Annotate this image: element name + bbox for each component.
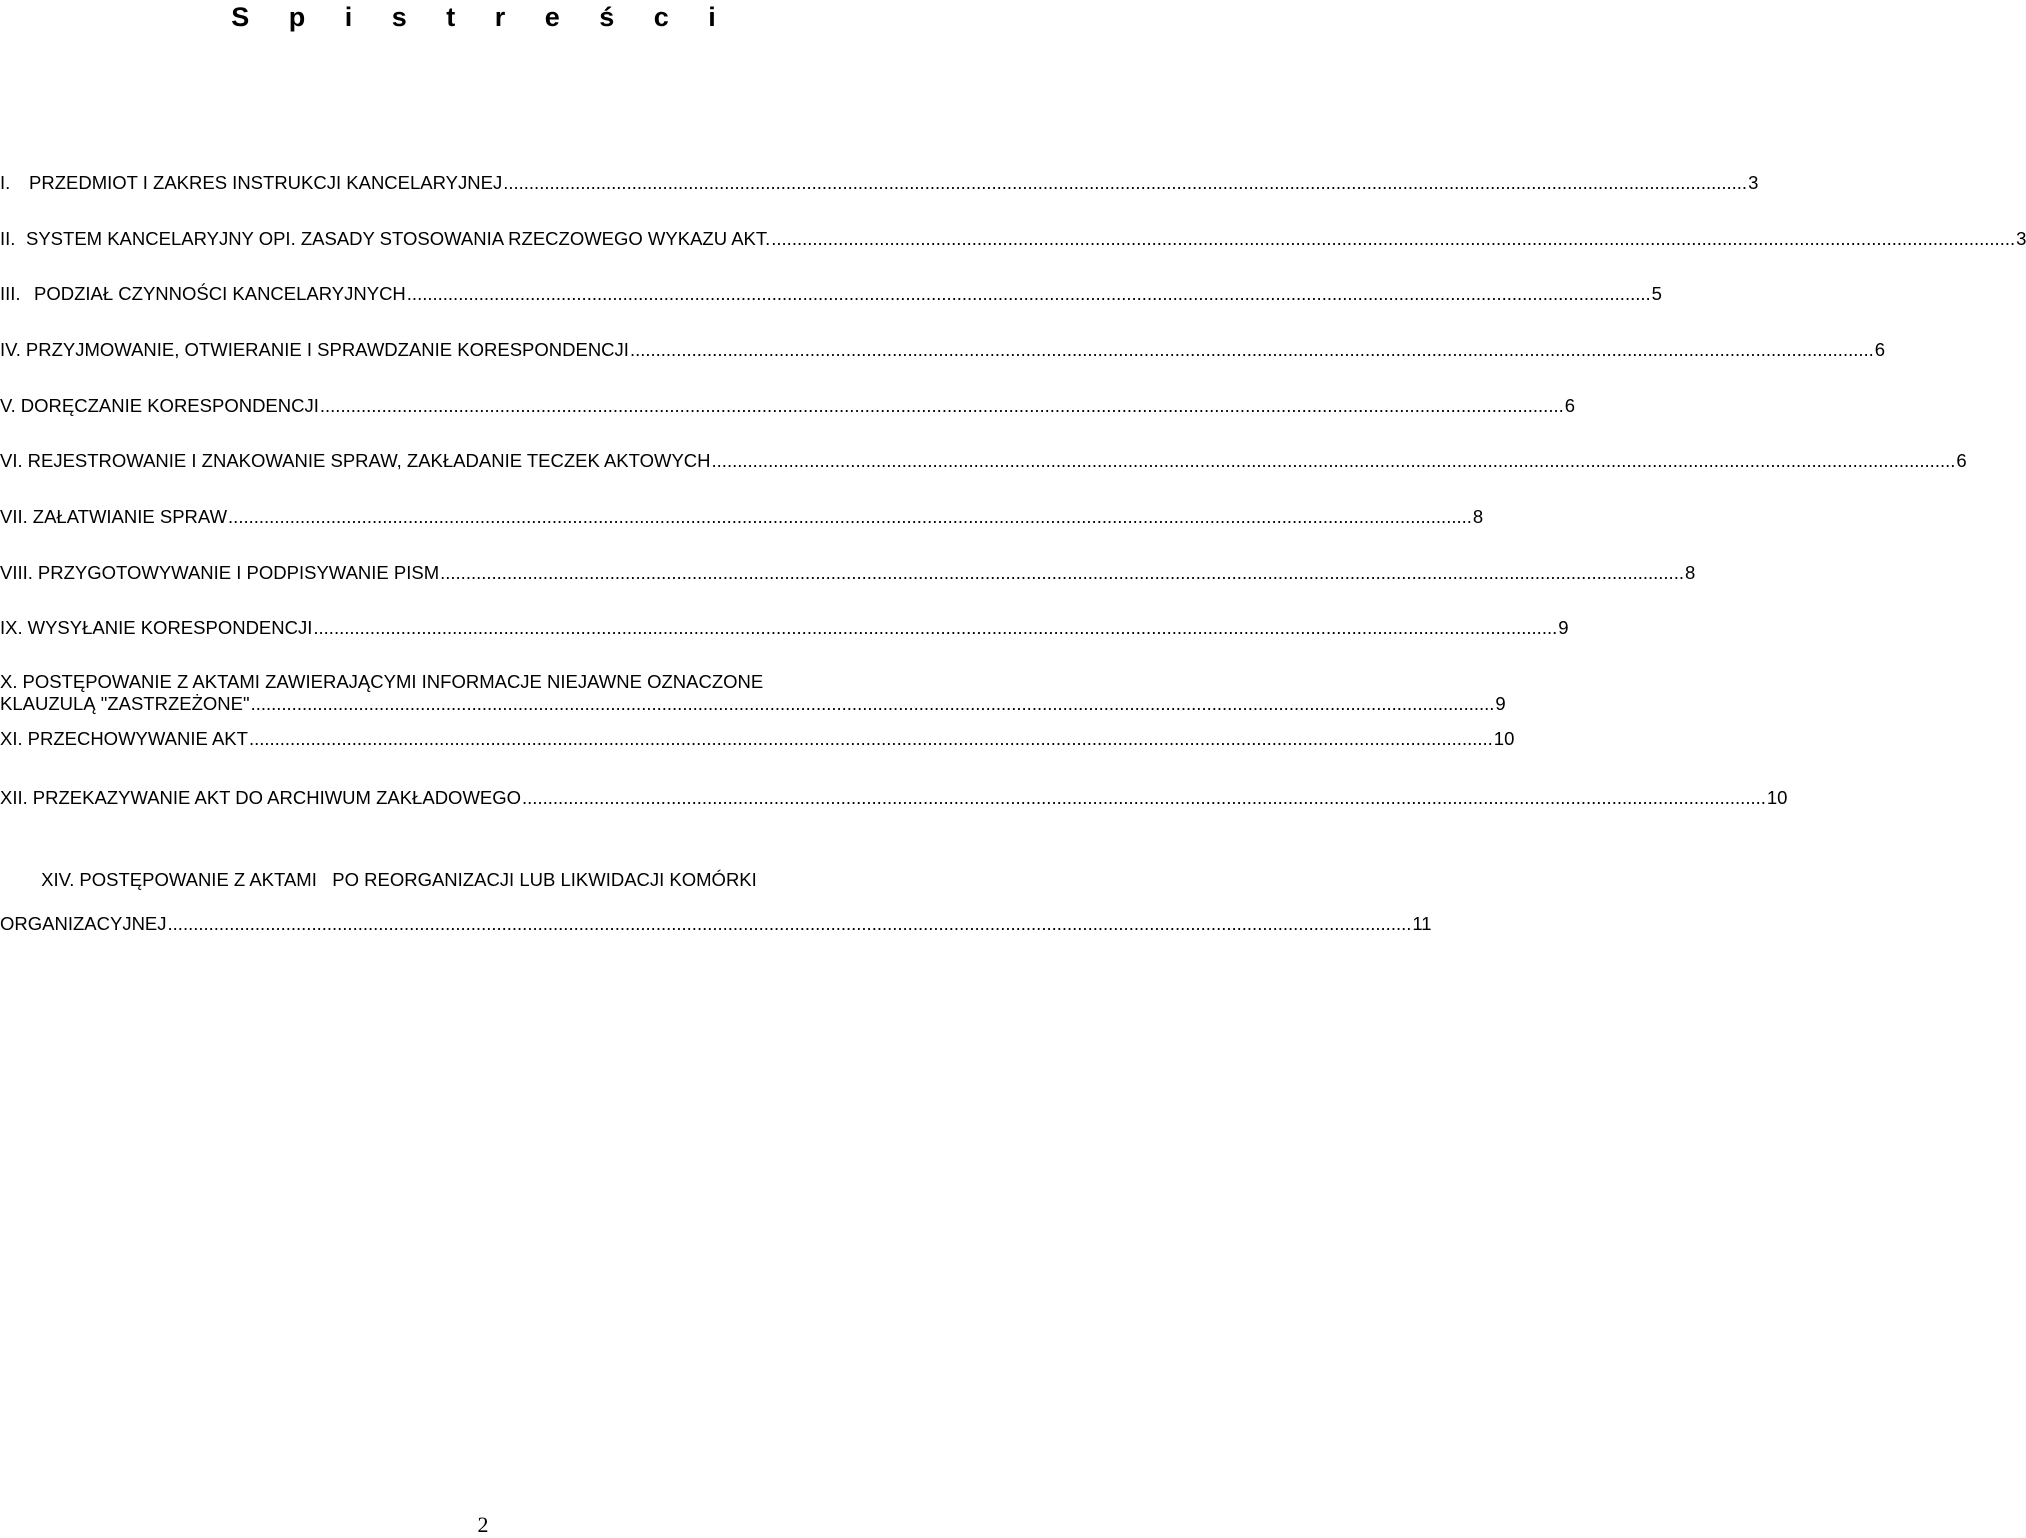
toc-entry-label: DORĘCZANIE KORESPONDENCJI [20, 395, 319, 416]
toc-entry-number: III. [0, 283, 21, 304]
toc-dot-leader [771, 228, 2015, 250]
toc-entry-label: PRZYGOTOWYWANIE I PODPISYWANIE PISM [37, 562, 440, 583]
toc-entry-vi[interactable] [0, 450, 1967, 472]
toc-entry-label-line1: POSTĘPOWANIE Z AKTAMI ZAWIERAJĄCYMI INFORMACJE NIEJAWNE OZNACZONE [22, 671, 764, 692]
toc-dot-leader [522, 787, 1766, 809]
page-number: 2 [477, 1512, 489, 1537]
toc-entry-label-line2: ORGANIZACYJNEJ [0, 913, 167, 934]
toc-dot-leader [630, 339, 1874, 361]
toc-entry-ix[interactable] [0, 617, 1569, 639]
toc-dot-leader [440, 562, 1684, 584]
toc-entry-number: X. [0, 671, 18, 692]
toc-entry-page: 9 [1558, 617, 1569, 638]
toc-entry-x[interactable] [0, 671, 1506, 715]
toc-entry-page: 6 [1564, 395, 1576, 416]
toc-entry-label: PRZEDMIOT I ZAKRES INSTRUKCJI KANCELARYJNEJ [29, 172, 503, 193]
toc-entry-xiv[interactable] [0, 847, 1432, 935]
toc-entry-ii[interactable] [0, 228, 2026, 250]
toc-entry-number: XI. [0, 728, 23, 749]
toc-entry-vii[interactable] [0, 506, 1484, 528]
toc-entry-page: 9 [1495, 693, 1506, 714]
toc-dot-leader [407, 283, 1651, 305]
toc-entry-label: ZAŁATWIANIE SPRAW [32, 506, 228, 527]
toc-entry-number: V. [0, 395, 16, 416]
toc-dot-leader [228, 506, 1472, 528]
toc-title: S p i s t r e ś c i [231, 2, 725, 32]
toc-entry-viii[interactable] [0, 562, 1696, 584]
toc-entry-xii[interactable] [0, 787, 1788, 809]
toc-entry-number: VI. [0, 450, 23, 471]
toc-entry-page: 11 [1412, 913, 1432, 934]
toc-entry-page: 3 [2016, 228, 2026, 249]
toc-entry-label: PRZEKAZYWANIE AKT DO ARCHIWUM ZAKŁADOWEGO [32, 787, 522, 808]
toc-entry-number: II. [0, 228, 16, 249]
toc-entry-xi[interactable] [0, 728, 1515, 750]
toc-entry-number: IX. [0, 617, 23, 638]
toc-dot-leader [249, 728, 1493, 750]
toc-entry-label: SYSTEM KANCELARYJNY OPI. ZASADY STOSOWANIA RZECZOWEGO WYKAZU AKT. [26, 228, 771, 249]
toc-entry-page: 6 [1956, 450, 1967, 471]
toc-entry-label-line2: KLAUZULĄ "ZASTRZEŻONE" [0, 693, 250, 714]
toc-entry-page: 8 [1684, 562, 1696, 583]
toc-entry-page: 10 [1493, 728, 1515, 749]
toc-entry-iv[interactable] [0, 339, 1886, 361]
toc-dot-leader [503, 172, 1747, 194]
toc-entry-label: PRZECHOWYWANIE AKT [27, 728, 248, 749]
toc-dot-leader [251, 693, 1495, 715]
table-of-contents [0, 172, 2026, 934]
toc-entry-page: 6 [1874, 339, 1886, 360]
toc-entry-label: WYSYŁANIE KORESPONDENCJI [27, 617, 313, 638]
toc-dot-leader [712, 450, 1956, 472]
toc-entry-label-line1: POSTĘPOWANIE Z AKTAMI PO REORGANIZACJI LUB LIKWIDACJI KOMÓRKI [79, 869, 757, 890]
toc-dot-leader [313, 617, 1557, 639]
toc-entry-page: 8 [1472, 506, 1484, 527]
toc-entry-number: XIV. [41, 869, 75, 890]
toc-entry-page: 10 [1766, 787, 1788, 808]
toc-entry-number: VIII. [0, 562, 33, 583]
toc-entry-page: 5 [1651, 283, 1662, 304]
toc-entry-number: VII. [0, 506, 28, 527]
toc-dot-leader [168, 913, 1412, 935]
toc-entry-number: I. [0, 172, 11, 193]
toc-entry-label: PRZYJMOWANIE, OTWIERANIE I SPRAWDZANIE KORESPONDENCJI [25, 339, 629, 360]
toc-entry-number: IV. [0, 339, 21, 360]
toc-entry-number: XII. [0, 787, 28, 808]
toc-entry-page: 3 [1748, 172, 1759, 193]
toc-entry-iii[interactable] [0, 283, 1662, 305]
toc-entry-v[interactable] [0, 395, 1576, 417]
toc-entry-label: REJESTROWANIE I ZNAKOWANIE SPRAW, ZAKŁADANIE TECZEK AKTOWYCH [27, 450, 711, 471]
toc-dot-leader [320, 395, 1564, 417]
toc-entry-i[interactable] [0, 172, 1759, 194]
toc-entry-label: PODZIAŁ CZYNNOŚCI KANCELARYJNYCH [34, 283, 406, 304]
